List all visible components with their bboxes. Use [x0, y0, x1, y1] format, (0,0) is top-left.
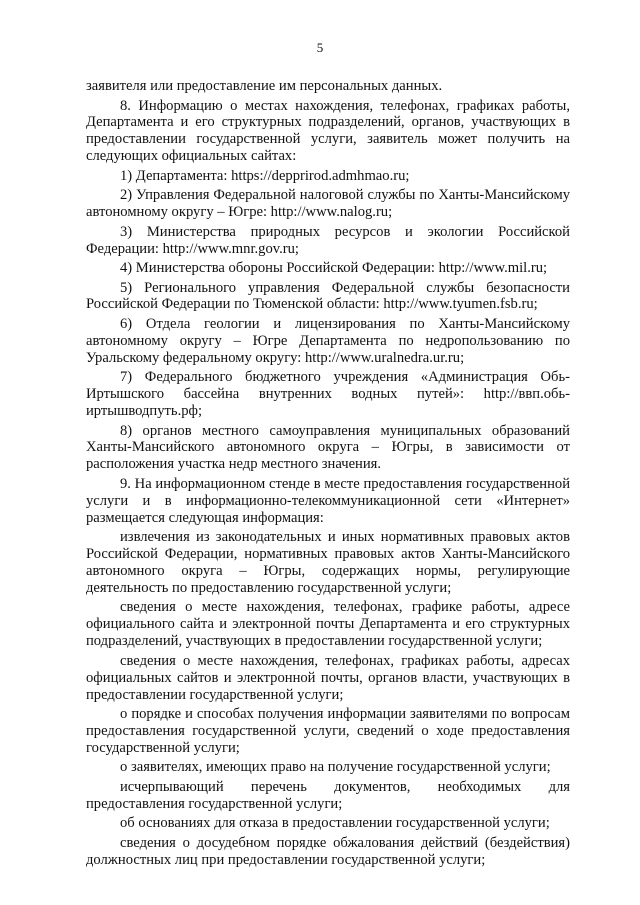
paragraph-site-fsb: 5) Регионального управления Федеральной службы безопасности Российской Федерации по Тюменской области: http://www.tyumen.fsb.ru;	[86, 279, 570, 313]
paragraph-site-tax-service: 2) Управления Федеральной налоговой службы по Ханты-Мансийскому автономному округу – Югре: http://www.nalog.ru;	[86, 187, 570, 221]
paragraph-site-geology: 6) Отдела геологии и лицензирования по Ханты-Мансийскому автономному округу – Югре Департамента по недропользованию по Уральскому федеральному округу: http://www.uralnedra.ur.ru;	[86, 315, 570, 366]
paragraph-info-procedure: о порядке и способах получения информации заявителями по вопросам предоставления государственной услуги, сведений о ходе предоставления государственной услуги;	[86, 706, 570, 756]
paragraph-site-municipal: 8) органов местного самоуправления муниципальных образований Ханты-Мансийского автономного округа – Югры, в зависимости от расположения участка недр местного значения.	[86, 422, 570, 473]
paragraph-info-refusal-grounds: об основаниях для отказа в предоставлении государственной услуги;	[120, 815, 550, 832]
paragraph-info-extracts: извлечения из законодательных и иных нормативных правовых актов Российской Федерации, нормативных правовых актов Ханты-Мансийского автономного округа – Югры, содержащих нормы, регулирующие деятельность по предоставлению государственной услуги;	[86, 529, 570, 596]
paragraph-item-8: 8. Информацию о местах нахождения, телефонах, графиках работы, Департамента и его структурных подразделений, органов, участвующих в предоставлении государственной услуги, заявитель может получить на следующих официальных сайтах:	[86, 97, 570, 165]
document-body	[86, 78, 570, 871]
paragraph-info-department-contacts: сведения о месте нахождения, телефонах, графике работы, адресе официального сайта и электронной почты Департамента и его структурных подразделений, участвующих в предоставлении государственной услуги;	[86, 599, 570, 650]
paragraph-site-defense: 4) Министерства обороны Российской Федерации: http://www.mil.ru;	[120, 260, 548, 277]
page-number: 5	[316, 40, 324, 55]
paragraph-info-documents-list: исчерпывающий перечень документов, необходимых для предоставления государственной услуги;	[86, 778, 570, 812]
paragraph-site-department: 1) Департамента: https://depprirod.admhmao.ru;	[120, 167, 410, 184]
paragraph-info-appeal: сведения о досудебном порядке обжалования действий (бездействия) должностных лиц при предоставлении государственной услуги;	[86, 834, 570, 868]
paragraph-site-natural-resources: 3) Министерства природных ресурсов и экологии Российской Федерации: http://www.mnr.gov.ru;	[86, 223, 570, 257]
paragraph-item-9: 9. На информационном стенде в месте предоставления государственной услуги и в информационно-телекоммуникационной сети «Интернет» размещается следующая информация:	[86, 475, 570, 526]
paragraph-info-applicants: о заявителях, имеющих право на получение государственной услуги;	[120, 759, 551, 776]
paragraph-site-waterways: 7) Федерального бюджетного учреждения «Администрация Обь-Иртышского бассейна внутренних водных путей»: http://ввп.обь-иртышводпуть.рф;	[86, 369, 570, 420]
paragraph-info-authorities-contacts: сведения о месте нахождения, телефонах, графиках работы, адресах официальных сайтов и электронной почты, органов власти, участвующих в предоставлении государственной услуги;	[86, 652, 570, 703]
paragraph-continuation: заявителя или предоставление им персональных данных.	[86, 78, 443, 94]
